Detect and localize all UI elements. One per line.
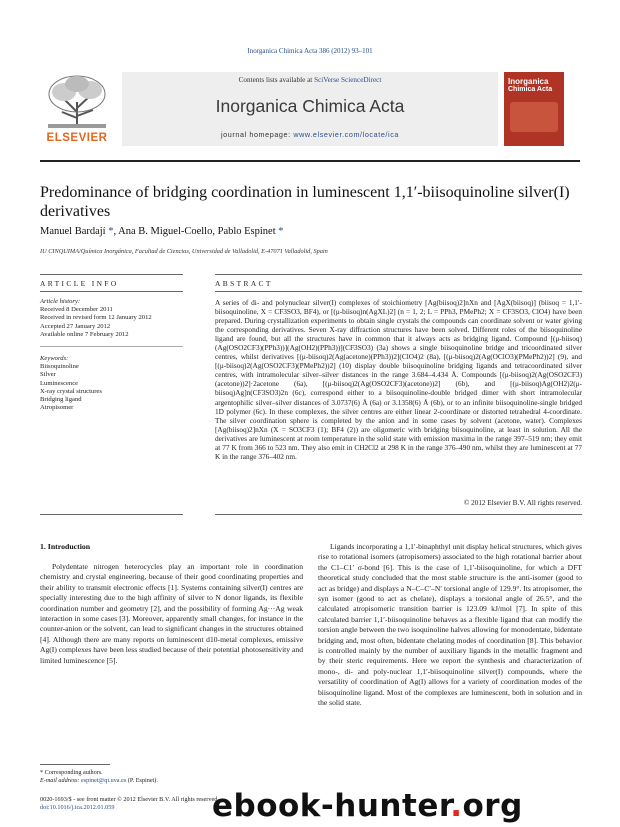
watermark-text: ebook-hunter	[212, 788, 451, 824]
abstract-heading: ABSTRACT	[215, 279, 273, 288]
abstract-sub-rule	[215, 291, 582, 292]
body-column-1: Polydentate nitrogen heterocycles play an important role in coordination chemistry and crystal engineering, because of their good coordinating properties and their ability to transmit electronic effects [1]. Systems containing silver(I) centres are specially interesting due to the high affinity of silver to N donor ligands, its flexible coordination number and geometry [2], and the possibility of forming Ag···Ag weak interaction in some cases [3]. Moreover, apparently small changes, for instance in the counter-anion or the solvent, can lead to significant changes in the structures obtained [4]. Although there are many reports on luminescent d10-metal complexes, emissive Ag(I) complexes have been less studied because of their potential photosensitivity and limited luminescence [5].	[40, 562, 303, 665]
affiliation: IU CINQUIMA/Química Inorgánica, Facultad de Ciencias, Universidad de Valladolid, E-47071 Valladolid, Spain	[40, 248, 328, 255]
email-note	[40, 777, 240, 785]
section-heading-introduction: 1. Introduction	[40, 542, 91, 551]
journal-reference[interactable]: Inorganica Chimica Acta 386 (2012) 93–101	[247, 47, 373, 55]
sciencedirect-link[interactable]: SciVerse ScienceDirect	[314, 76, 382, 84]
info-top-rule	[40, 274, 183, 275]
info-sub-rule	[40, 291, 183, 292]
article-title: Predominance of bridging coordination in luminescent 1,1′-biisoquinoline silver(I) derivatives	[40, 184, 570, 220]
cover-title-line1: Inorganica	[508, 77, 549, 86]
contents-line	[122, 76, 498, 84]
article-history	[40, 298, 180, 339]
homepage-link[interactable]: www.elsevier.com/locate/ica	[293, 130, 400, 139]
abstract-top-rule	[215, 274, 582, 275]
journal-masthead	[122, 72, 498, 146]
contents-prefix: Contents lists available at	[238, 76, 315, 84]
email-link[interactable]: espinet@qi.uva.es	[81, 777, 127, 784]
keywords-block	[40, 355, 180, 412]
history-accepted: Accepted 27 January 2012	[40, 322, 111, 330]
elsevier-logo	[40, 72, 114, 146]
keyword-item[interactable]: X-ray crystal structures	[40, 387, 102, 395]
watermark-tld: org	[462, 788, 523, 824]
keyword-item[interactable]: Bridging ligand	[40, 396, 82, 404]
corresponding-mark-1[interactable]: *	[105, 226, 114, 237]
journal-cover-image	[504, 72, 564, 146]
keywords-label: Keywords:	[40, 355, 69, 362]
history-label: Article history:	[40, 298, 81, 305]
issn-line: 0020-1693/$ - see front matter © 2012 Elsevier B.V. All rights reserved.	[40, 796, 219, 803]
abstract-bottom-rule	[215, 514, 582, 515]
doi-link[interactable]: doi:10.1016/j.ica.2012.01.059	[40, 804, 115, 811]
watermark	[212, 788, 602, 824]
info-bottom-rule	[40, 514, 183, 515]
abstract-text: A series of di- and polynuclear silver(I) complexes of stoichiometry [Ag(biisoq)2]nXn and [AgX(biisoq)] (biisoq = 1,1′-biisoquinoline, X = CF3SO3, BF4), or [(μ-biisoq)n(AgXL)2] (n = 1, 2; L = PPh3, PMePh2; X = CF3SO3, ClO4) have been prepared. During crystallization experiments to obtain single crystals the compounds can coordinate solvent or water giving the corresponding derivatives. Seven X-ray diffraction structures have been solved. Different roles of the biisoquinoline ligand are found, but all the structures have in common that it always acts as bridging ligand. Compound [(μ-biisoq)(Ag(OSO2CF3)(PPh3))](Ag(OH2)(PPh3))](CF3SO3) (3a) shows a single biisoquinoline bridge and tricoordinated silver centres, whilst derivatives [(μ-biisoq)2(Ag(acetone)(PPh3))2](ClO4)2 (8a), [(μ-biisoq)2(Ag(OClO3)(PMePh2))2] (9), and [(μ-biisoq)2(Ag(OSO2CF3)(PMePh2))2] (10) display double biisoquinoline bridging ligands and tetracoordinated silver centres, with intramolecular silver–silver distances in the range 3.684–4.434 Å. Compounds [(μ-biisoq)2(Ag(OSO2CF3)(acetone))2]·2acetone (6a), [(μ-biisoq)2(Ag(OSO2CF3)(acetone))2] (6b), and [(μ-biisoq)Ag(OH2)2(μ-biisoq)Ag]n(CF3SO3)2n (6c), correspond either to a biisoquinoline-double bridged dimer with short intramolecular argentophilic silver–silver distances of 3.0737(6) Å (6a) or 3.1358(6) Å (6b), or to an infinite biisoquinoline-single bridged 1D polymer (6c). In these complexes, the silver centres are either linear 2-coordinate or distorted tetrahedral 4-coordinate. The silver coordination sphere is completed by the anion and in some cases by solvent (acetone, water). Complexes [Ag(biisoq)2]nXn (X = SO3CF3 (1); BF4 (2)) are oligomeric with bridging biisoquinoline, at least in solution. All the derivatives are luminescent at room temperature in the solid state with emission maxima in the range 397–519 nm; they emit at 77 K from 366 to 523 nm. They also emit in CH2Cl2 at 298 K in the range 376–490 nm, whilst they are luminescent at 77 K in the range 376–402 nm.	[215, 298, 582, 461]
journal-homepage	[122, 130, 498, 139]
keyword-item[interactable]: Silver	[40, 371, 56, 379]
abstract-copyright: © 2012 Elsevier B.V. All rights reserved.	[463, 499, 582, 507]
homepage-prefix: journal homepage:	[220, 130, 294, 139]
header-rule	[40, 160, 580, 162]
author-list	[40, 226, 284, 237]
cover-title-line2: Chimica Acta	[508, 86, 553, 93]
author-2-3[interactable]: , Ana B. Miguel-Coello, Pablo Espinet	[113, 226, 276, 237]
history-revised: Received in revised form 12 January 2012	[40, 314, 152, 322]
footnote-rule	[40, 764, 110, 765]
publisher-logo-text: ELSEVIER	[46, 132, 108, 144]
corresponding-mark-2[interactable]: *	[275, 226, 284, 237]
keyword-item[interactable]: Biisoquinoline	[40, 363, 79, 371]
body-column-2: Ligands incorporating a 1,1′-binaphthyl unit display helical structures, which gives rise to rotational isomers (atropisomers) associated to the high rotational barrier about the C1–C1′ σ-bond [6]. This is the case of 1,1′-biisoquinoline, for which a DFT theoretical study concluded that the most stable structure is the anti-isomer (good to act as bridge) and displays a N–C–C′–N′ torsional angle of 129.9°. Its atropisomer, the syn isomer (good to act as chelate), displays a torsional angle of 26.5°, and the calculated atropisomeric transition barrier is 123.09 kJ/mol [7]. In spite of this calculated barrier 1,1′-biisoquinoline behaves as a flexible ligand that can modify the torsion angle between the two isoquinoline halves allowing for monodentate, bidentate bridging and, most often, bidentate chelating modes of coordination [8]. This behavior is controlled mainly by the number of auxiliary ligands in the metallic fragment and by their steric requirements. Here we report the synthesis and characterization of mono-, di- and poly-nuclear 1,1′-biisoquinoline silver(I) compounds, where the versatility of coordination of Ag(I) allows for a variety of coordination modes of the biisoquinoline ligand. Most of the complexes are luminescent, both in solution and in the solid state.	[318, 542, 582, 708]
watermark-dot: .	[450, 788, 463, 824]
email-label: E-mail address:	[40, 777, 82, 784]
cover-graphic	[510, 102, 558, 132]
email-suffix: (P. Espinet).	[126, 777, 158, 784]
history-received: Received 8 December 2011	[40, 306, 113, 314]
article-info-heading: ARTICLE INFO	[40, 279, 119, 288]
corresponding-note: * Corresponding authors.	[40, 769, 103, 776]
keyword-item[interactable]: Luminescence	[40, 379, 79, 387]
history-divider	[40, 346, 183, 347]
keyword-item[interactable]: Atropisomer	[40, 404, 74, 412]
journal-name: Inorganica Chimica Acta	[215, 96, 405, 116]
author-1[interactable]: Manuel Bardají	[40, 226, 106, 237]
history-online: Available online 7 February 2012	[40, 330, 129, 338]
footnote-block	[40, 769, 240, 785]
